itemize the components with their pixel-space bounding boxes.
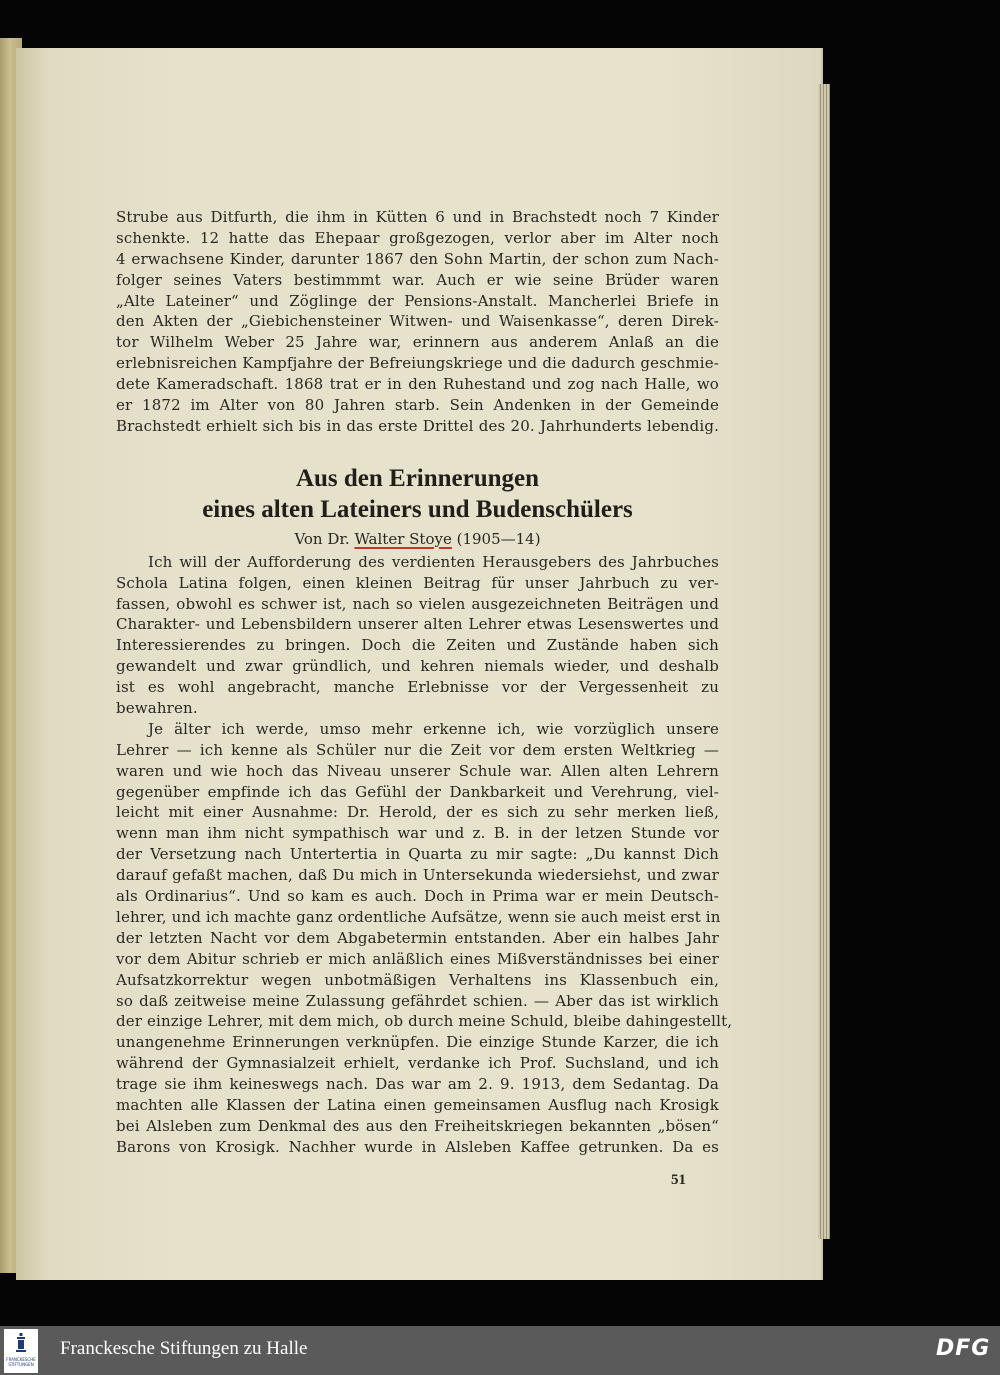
text-line: ist es wohl angebracht, manche Erlebnisse vor der Vergessenheit zu [116, 678, 719, 697]
page-stack-edge [818, 84, 830, 1239]
text-line: der letzten Nacht vor dem Abgabetermin entstanden. Aber ein halbes Jahr [116, 928, 719, 947]
text-line: Interessierendes zu bringen. Doch die Zeiten und Zustände haben sich [116, 636, 719, 655]
text-line: trage sie ihm keineswegs nach. Das war am 2. 9. 1913, dem Sedantag. Da [116, 1075, 719, 1094]
text-line: waren und wie hoch das Niveau unserer Schule war. Allen alten Lehrern [116, 761, 719, 780]
text-line: machten alle Klassen der Latina einen gemeinsamen Ausflug nach Krosigk [116, 1095, 719, 1114]
text-line: Brachstedt erhielt sich bis in das erste Drittel des 20. Jahrhunderts lebendig. [116, 416, 719, 435]
book-page [16, 48, 821, 1280]
text-line: gegenüber empfinde ich das Gefühl der Dankbarkeit und Verehrung, viel- [116, 782, 719, 801]
text-line: fassen, obwohl es schwer ist, nach so vielen ausgezeichneten Beiträgen und [116, 594, 719, 613]
text-line: als Ordinarius“. Und so kam es auch. Doch in Prima war er mein Deutsch- [116, 887, 719, 906]
text-line: so daß zeitweise meine Zulassung gefährdet schien. — Aber das ist wirklich [116, 991, 719, 1010]
page-number: 51 [671, 1172, 686, 1188]
text-column [116, 207, 733, 1158]
text-line: der Versetzung nach Untertertia in Quarta zu mir sagte: „Du kannst Dich [116, 845, 719, 864]
text-line: dete Kameradschaft. 1868 trat er in den Ruhestand und zog nach Halle, wo [116, 375, 719, 394]
text-line: Lehrer — ich kenne als Schüler nur die Zeit vor dem ersten Weltkrieg — [116, 740, 719, 759]
text-line: Je älter ich werde, umso mehr erkenne ich, wie vorzüglich unsere [148, 719, 719, 738]
logo-caption [4, 1357, 38, 1367]
institution-name[interactable]: Franckesche Stiftungen zu Halle [60, 1338, 308, 1359]
text-line: Charakter- und Lebensbildern unserer alten Lehrer etwas Lesenswertes und [116, 615, 719, 634]
byline-author: Walter Stoye [354, 529, 452, 548]
text-line: schenkte. 12 hatte das Ehepaar großgezogen, verlor aber im Alter noch [116, 228, 719, 247]
article-title-line-1: Aus den Erinnerungen [295, 464, 540, 492]
byline-prefix: Von Dr. [294, 529, 355, 548]
text-line: leicht mit einer Ausnahme: Dr. Herold, der es sich zu sehr merken ließ, [116, 803, 719, 822]
text-line: Ich will der Aufforderung des verdienten Herausgebers des Jahrbuches [148, 552, 719, 571]
text-line: während der Gymnasialzeit erhielt, verdanke ich Prof. Suchsland, und ich [116, 1054, 719, 1073]
text-line: tor Wilhelm Weber 25 Jahre war, erinnern aus anderem Anlaß an die [116, 333, 719, 352]
text-line: bewahren. [116, 699, 198, 718]
paragraph-1 [116, 552, 719, 719]
dfg-logo[interactable]: DFG [936, 1336, 991, 1361]
text-line: den Akten der „Giebichensteiner Witwen- und Waisenkasse“, deren Direk- [116, 312, 719, 331]
text-line: darauf gefaßt machen, daß Du mich in Untersekunda wiedersiehst, und zwar [116, 866, 719, 885]
article-byline [116, 528, 719, 550]
logo-text-line-1: FRANCKESCHE [6, 1357, 36, 1362]
text-line: „Alte Lateiner“ und Zöglinge der Pensions-Anstalt. Mancherlei Briefe in [116, 291, 719, 310]
text-line: folger seines Vaters bestimmmt war. Auch er wie seine Brüder waren [116, 270, 719, 289]
text-line: vor dem Abitur schrieb er mich anläßlich eines Mißverständnisses bei einer [116, 949, 719, 968]
building-icon [16, 1333, 26, 1353]
article-heading [116, 463, 719, 550]
text-line: Aufsatzkorrektur wegen unbotmäßigen Verhaltens ins Klassenbuch ein, [116, 970, 719, 989]
text-line: Barons von Krosigk. Nachher wurde in Alsleben Kaffee getrunken. Da es [116, 1137, 719, 1156]
text-line: Schola Latina folgen, einen kleinen Beitrag für unser Jahrbuch zu ver- [116, 573, 719, 592]
text-line: der einzige Lehrer, mit dem mich, ob durch meine Schuld, bleibe dahingestellt, [116, 1012, 733, 1031]
paragraph-2 [116, 719, 733, 1158]
text-line: erlebnisreichen Kampfjahre der Befreiungskriege und die dadurch geschmie- [116, 354, 719, 373]
text-line: 4 erwachsene Kinder, darunter 1867 den Sohn Martin, der schon zum Nach- [116, 249, 719, 268]
text-line: bei Alsleben zum Denkmal des aus den Freiheitskriegen bekannten „bösen“ [116, 1116, 719, 1135]
text-line: Strube aus Ditfurth, die ihm in Kütten 6 und in Brachstedt noch 7 Kinder [116, 208, 719, 226]
text-line: unangenehme Erinnerungen verknüpfen. Die einzige Stunde Karzer, die ich [116, 1033, 719, 1052]
logo-text-line-2: STIFTUNGEN [8, 1362, 34, 1367]
text-line: lehrer, und ich machte ganz ordentliche Aufsätze, wenn sie auch meist erst in [116, 907, 721, 926]
footer-bar [0, 1326, 1000, 1375]
text-line: er 1872 im Alter von 80 Jahren starb. Sein Andenken in der Gemeinde [116, 396, 719, 415]
text-line: wenn man ihm nicht sympathisch war und z. B. in der letzen Stunde vor [116, 824, 719, 843]
franckesche-logo[interactable] [4, 1329, 38, 1373]
byline-years: (1905—14) [451, 529, 541, 548]
intro-paragraph [116, 207, 719, 437]
article-title-line-2: eines alten Lateiners und Budenschülers [202, 495, 633, 523]
text-line: gewandelt und zwar gründlich, und kehren niemals wieder, und deshalb [116, 657, 719, 676]
